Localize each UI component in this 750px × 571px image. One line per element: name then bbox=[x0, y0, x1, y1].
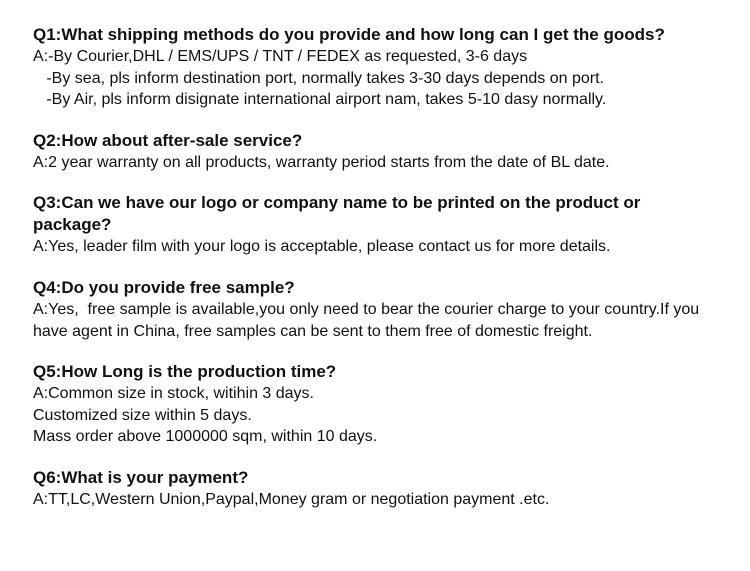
faq-list bbox=[33, 24, 733, 530]
faq-question: Q2:How about after-sale service? bbox=[33, 130, 303, 150]
faq-answer-line: A:TT,LC,Western Union,Paypal,Money gram or negotiation payment .etc. bbox=[33, 490, 550, 508]
faq-question: Q4:Do you provide free sample? bbox=[33, 277, 295, 297]
faq-item-q1 bbox=[33, 24, 733, 111]
faq-answer-line: Mass order above 1000000 sqm, within 10 days. bbox=[33, 428, 378, 446]
faq-answer-line: A:Common size in stock, witihin 3 days. bbox=[33, 385, 314, 403]
faq-question: Q5:How Long is the production time? bbox=[33, 362, 337, 382]
faq-answer-line: A:2 year warranty on all products, warranty period starts from the date of BL date. bbox=[33, 153, 610, 171]
faq-item-q6 bbox=[33, 467, 733, 511]
faq-item-q2 bbox=[33, 130, 733, 174]
faq-answer-line: A:-By Courier,DHL / EMS/UPS / TNT / FEDEX as requested, 3-6 days bbox=[33, 48, 528, 65]
faq-answer-line: -By sea, pls inform destination port, normally takes 3-30 days depends on port. bbox=[33, 69, 604, 87]
faq-question: Q6:What is your payment? bbox=[33, 467, 249, 487]
faq-question: Q3:Can we have our logo or company name to be printed on the product or package? bbox=[33, 193, 641, 235]
faq-answer-line: A:Yes, free sample is available,you only need to bear the courier charge to your country.If you have agent in China, free samples can be sent to them free of domestic freight. bbox=[33, 300, 704, 340]
faq-question: Q1:What shipping methods do you provide and how long can I get the goods? bbox=[33, 25, 665, 44]
faq-item-q5 bbox=[33, 361, 733, 448]
faq-item-q3 bbox=[33, 192, 733, 258]
faq-answer-line: -By Air, pls inform disignate international airport nam, takes 5-10 dasy normally. bbox=[33, 91, 607, 109]
faq-answer-line: Customized size within 5 days. bbox=[33, 406, 252, 424]
faq-answer-line: A:Yes, leader film with your logo is acceptable, please contact us for more details. bbox=[33, 238, 611, 256]
faq-item-q4 bbox=[33, 277, 733, 342]
